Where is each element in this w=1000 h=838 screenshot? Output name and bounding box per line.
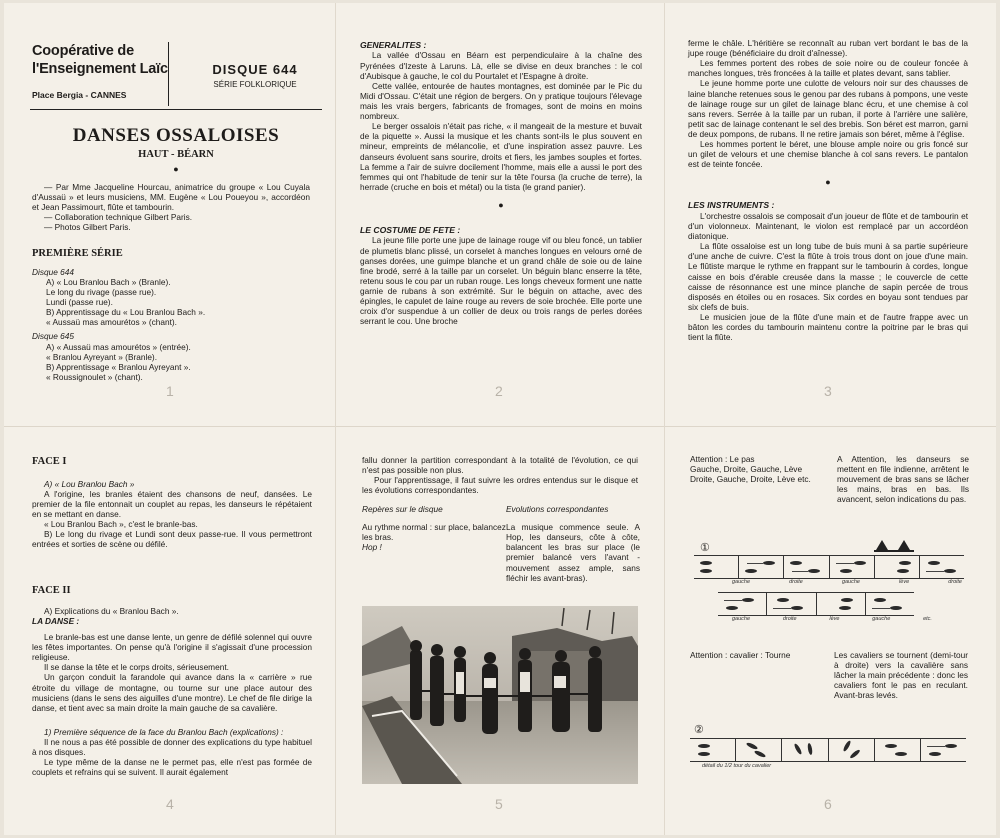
costume-continued	[688, 38, 968, 342]
page-number-6: 6	[824, 796, 832, 812]
publisher-name	[32, 42, 172, 78]
paragraph: Il se danse la tête et le corps droits, sérieusement.	[44, 662, 229, 673]
paragraph: A l'origine, les branles étaient des chansons de neuf, dansées. Le premier de la file entonnait un couplet au repas, les danseurs le répétaient en se mettant en danse.	[32, 488, 312, 520]
page-number-5: 5	[495, 796, 503, 812]
paragraph: Le type même de la danse ne le permet pas, elle n'est pas formée de couplets et refrains qui se suivent. Il aurait également	[32, 757, 312, 778]
fold-line-vertical-2	[664, 3, 665, 835]
header-rule	[30, 109, 322, 110]
track-item: Le long du rivage (passe rue).	[46, 287, 157, 298]
page-number-1: 1	[166, 383, 174, 399]
step-cell	[875, 556, 920, 578]
step-label: gauche	[872, 616, 891, 622]
step-cell	[875, 739, 921, 761]
leaflet-subtitle: HAUT - BÉARN	[138, 149, 214, 161]
paragraph: 1) Première séquence de la face du Branlou Bach (explications) :	[44, 726, 284, 737]
file-indienne-text: A Attention, les danseurs se mettent en file indienne, arrêtent le mouvement de bras sans se lâcher les mains, bras en bas. Ils avancent, selon indications du pas.	[837, 454, 969, 505]
paragraph: La vallée d'Ossau en Béarn est perpendiculaire à la chaîne des Pyrénées d'Izeste à Laruns. Là, elle se divise en deux branches : le col d'Aubisque à gauche, le col du Pourtalet et l'Espagne à droite.	[360, 50, 642, 81]
cavalier-text-block	[834, 650, 968, 701]
step-cell	[736, 739, 782, 761]
step-label: droite	[948, 579, 962, 585]
costume-heading: LE COSTUME DE FETE :	[360, 224, 461, 235]
step-cell	[718, 593, 767, 615]
paragraph: Le branle-bas est une danse lente, un genre de défilé solennel qui ouvre les fêtes importantes. On pense qu'à l'origine il s'agissait d'une procession religieuse.	[32, 632, 312, 663]
paragraph: A) Explications du « Branlou Bach ».	[44, 605, 179, 616]
step-cell	[817, 593, 866, 615]
paragraph: L'orchestre ossalois se composait d'un joueur de flûte et de tambourin et d'un violonneux. Maintenant, le violon est remplacé par un accordéon diatonique.	[688, 210, 968, 242]
leaflet-title: DANSES OSSALOISES	[72, 125, 280, 146]
attention-cavalier-label: Attention : cavalier : Tourne	[690, 650, 791, 660]
paragraph: Un garçon conduit la farandole qui avance dans la « carrière » rue étroite du village de montagne, ou tourne sur une place autour des musiciens (dans le sens des aiguilles d'une montre). Le chef de file dirige la danse, et tient avec sa main droite la main gauche de sa cavalière.	[32, 672, 312, 713]
paragraph: Le musicien joue de la flûte d'une main et de l'autre frappe avec un bâton les cordes du tambourin maintenu contre la poitrine par le bras qui tient la flûte.	[688, 311, 968, 343]
face-1-heading: FACE I	[32, 456, 67, 467]
dancers-feet-icon	[872, 536, 918, 554]
track-item: « Roussignoulet » (chant).	[46, 371, 143, 382]
track-item: Lundi (passe rue).	[46, 297, 113, 308]
diagram-2-number: ②	[694, 724, 704, 736]
reperes-heading: Repères sur le disque	[362, 504, 443, 514]
step-cell	[920, 556, 964, 578]
page-number-2: 2	[495, 383, 503, 399]
spacer	[32, 713, 312, 727]
paragraph: B) Le long du rivage et Lundi sont deux passe-rue. Il vous permettront entrées et sorties de scène ou défilé.	[32, 529, 312, 550]
paragraph: Pour l'apprentissage, il faut suivre les ordres entendus sur le disque et les évolutions correspondantes.	[362, 475, 638, 496]
step-cell	[739, 556, 784, 578]
generalites-heading: GENERALITES :	[360, 40, 427, 50]
paragraph: Le berger ossalois n'était pas riche, « il mangeait de la mesture et buvait de la piquette ». Aussi la musique et les chants sont-ils le plus souvent en mineur, empreints de mélancolie, et d'une inspiration assez pauvre. Les danseurs évoluent sans sourire, droits et fiers, les jambes souples et fortes. La femme a l'air de suivre docilement l'homme, mais elle a aussi le port des femmes qui ont l'habitude de tenir sur la tête l'oursa (la cruche de terre), la herrade (cruche en bois et métal) ou la tista (le grand panier).	[360, 121, 642, 192]
track-item: A) « Aussaü mas amourétos » (entrée).	[46, 341, 191, 352]
paragraph: Il ne nous a pas été possible de donner des explications du type habituel à nos disques.	[32, 737, 312, 758]
track-item: B) Apprentissage « Branlou Ayreyant ».	[46, 361, 191, 372]
step-cell	[921, 739, 966, 761]
paragraph: La jeune fille porte une jupe de lainage rouge vif ou bleu foncé, un tablier de plumetis blanc plissé, un corselet à manches longues en velours orné de ganses dorées, une guimpe blanche et un grand châle de soie ou de laine fine brodé, serré à la taille par un corselet. Un béguin blanc enserre la tête, retenu sous le cou par un ruban rouge. Les longs cheveux forment une natte garnie de rubans à son extrémité. Sur le béguin on attache, avec des épingles, le capulet de laine rouge au revers de soie brochée. Elle porte une croix d'or suspendue à un collier de deux ou trois rangs de perles dorées serrant le cou. Une broche	[360, 235, 642, 327]
fold-line-vertical-1	[335, 3, 336, 835]
publisher-block	[32, 42, 172, 101]
step-cell	[829, 739, 875, 761]
step-cell	[830, 556, 875, 578]
step-cell	[866, 593, 914, 615]
reperes-text: Au rythme normal : sur place, balancez les bras.	[362, 522, 506, 543]
instruments-heading: LES INSTRUMENTS :	[688, 200, 775, 211]
face-2-heading: FACE II	[32, 585, 71, 596]
step-label: droite	[782, 616, 797, 622]
track-item: B) Apprentissage du « Lou Branlou Bach ».	[46, 307, 206, 318]
title-block	[30, 124, 322, 175]
turn-diagram	[690, 738, 966, 762]
page-number-4: 4	[166, 796, 174, 812]
paragraph: « Lou Branlou Bach », c'est le branle-bas.	[44, 519, 198, 530]
step-cell	[784, 556, 829, 578]
track-item: « Aussaü mas amourétos » (chant).	[46, 317, 177, 328]
header-divider	[168, 42, 169, 106]
cavalier-block	[690, 650, 830, 660]
step-diagram-row-2	[718, 592, 914, 616]
la-danse-heading: LA DANSE :	[32, 615, 80, 626]
credits-block	[32, 182, 310, 233]
step-label: lève	[899, 579, 910, 585]
publisher-line-1: Coopérative de	[32, 43, 134, 59]
diagram-1-number: ①	[700, 542, 710, 554]
track-list	[32, 248, 312, 382]
step-label: etc.	[923, 616, 932, 622]
fold-line-horizontal	[4, 426, 996, 427]
track-item: « Branlou Ayreyant » (Branle).	[46, 351, 157, 362]
step-label: gauche	[841, 579, 860, 585]
step-label: droite	[789, 579, 803, 585]
section-bullet: ●	[825, 177, 831, 188]
step-cell	[782, 739, 828, 761]
section-bullet: ●	[498, 200, 504, 211]
paragraph: A) « Lou Branlou Bach »	[44, 478, 135, 489]
face-2-section	[32, 585, 312, 777]
pas-sequence: Gauche, Droite, Gauche, Lève Droite, Gauche, Droite, Lève etc.	[690, 464, 811, 485]
series-heading: PREMIÈRE SÉRIE	[32, 248, 123, 259]
dancers-photo-illustration	[362, 606, 638, 784]
paragraph: La flûte ossaloise est un long tube de buis muni à sa partie supérieure d'une anche de cuivre. C'est la flûte à trois trous dont on joue d'une main. Le flûtiste marque le rythme en frappant sur le tambourin à cordes, longue caisse en bois d'érable creusée dans la masse ; le couvercle de cette caisse de résonnance est une mince planche de sapin percée de trous disposés en étoiles ou en rosaces. Six cordes en boyau sont tendues par six clefs de buis.	[688, 241, 968, 312]
disc-number: DISQUE 644	[212, 62, 298, 77]
disc-644-tracks	[32, 277, 312, 328]
disc-series: SÉRIE FOLKLORIQUE	[213, 79, 297, 89]
evolutions-heading: Evolutions correspondantes	[506, 504, 609, 514]
paragraph: fallu donner la partition correspondant à la totalité de l'évolution, ce qui n'est pas possible non plus.	[362, 455, 638, 476]
disc-645-tracks	[32, 342, 312, 382]
dancers-photo	[362, 606, 638, 784]
step-cell	[694, 556, 739, 578]
disc-645-label: Disque 645	[32, 331, 74, 342]
page-number-3: 3	[824, 383, 832, 399]
evolutions-column	[506, 504, 640, 583]
turn-diagram-caption: détail du 1/2 tour du cavalier	[702, 763, 772, 769]
credit-technical: — Collaboration technique Gilbert Paris.	[44, 212, 193, 223]
credit-performers: — Par Mme Jacqueline Hourcau, animatrice du groupe « Lou Cuyala d'Aussaü » et leurs musiciens, MM. Eugène « Lou Poueyou », accordéon et Jean Passimourt, flûte et tambourin.	[32, 182, 310, 213]
step-diagram-row-1	[694, 555, 964, 579]
paragraph: Le jeune homme porte une culotte de velours noir sur des chausses de laine blanche retenues sous le genou par des rubans à pompons, une veste de lainage rouge sur un gilet de lainage blanc écru, et une chemise à col sans revers. Serrée à la taille par un ruban, il porte à l'arrière une salière, petit sac de lainage contenant le sel des brebis. Son béret est marron, garni de deux pompons, de rubans. Il ne retire jamais son béret, même à l'église.	[688, 78, 968, 139]
title-bullet: ●	[173, 163, 179, 174]
step-cell	[767, 593, 816, 615]
reperes-column	[362, 504, 512, 552]
cavalier-text: Les cavaliers se tournent (demi-tour à droite) vers la cavalière sans lâcher la main précédente : donc les cavaliers font le pas en reculant. Avant-bras levés.	[834, 650, 968, 701]
paragraph: ferme le châle. L'héritière se reconnaît au ruban vert bordant le bas de la jupe rouge (bénéficiaire du droit d'aînesse).	[688, 38, 968, 59]
paragraph: Les femmes portent des robes de soie noire ou de couleur foncée à manches longues, très froncées à la taille et plates devant, sans tablier.	[688, 58, 968, 79]
file-indienne-block	[837, 454, 969, 505]
face-1-section	[32, 456, 312, 550]
row-2-labels	[732, 616, 932, 622]
row-1-labels	[732, 579, 962, 585]
attention-pas-label: Attention : Le pas	[690, 454, 755, 464]
disc-block	[190, 62, 320, 90]
pas-block	[690, 454, 826, 484]
disc-644-label: Disque 644	[32, 266, 74, 277]
publisher-address: Place Bergia - CANNES	[32, 90, 127, 101]
reperes-hop: Hop !	[362, 542, 382, 553]
step-label: gauche	[732, 616, 751, 622]
credit-photos: — Photos Gilbert Paris.	[44, 222, 131, 233]
paragraph: Cette vallée, entourée de hautes montagnes, est dominée par le Pic du Midi d'Ossau. C'était une région de bergers. On y pratique toujours l'élevage mais les vrais bergers, fabricants de fromages, sont de moins en moins nombreux.	[360, 80, 642, 122]
generalites-section	[360, 40, 642, 326]
step-label: lève	[829, 616, 840, 622]
publisher-line-2: l'Enseignement Laïc	[32, 61, 168, 78]
learning-intro	[362, 455, 638, 495]
paragraph: Les hommes portent le béret, une blouse ample noire ou gris foncé sur un gilet de velours et une chemise blanche à col sans revers. Le pantalon est de teinte foncée.	[688, 139, 968, 170]
step-cell	[690, 739, 736, 761]
track-item: A) « Lou Branlou Bach » (Branle).	[46, 276, 171, 287]
step-label: gauche	[732, 579, 751, 585]
evolutions-text: La musique commence seule. A Hop, les danseurs, côte à côte, balancent les bras sur place (le premier balancé vers l'avant - mouvement assez ample, sans fléchir les avant-bras).	[506, 522, 640, 583]
